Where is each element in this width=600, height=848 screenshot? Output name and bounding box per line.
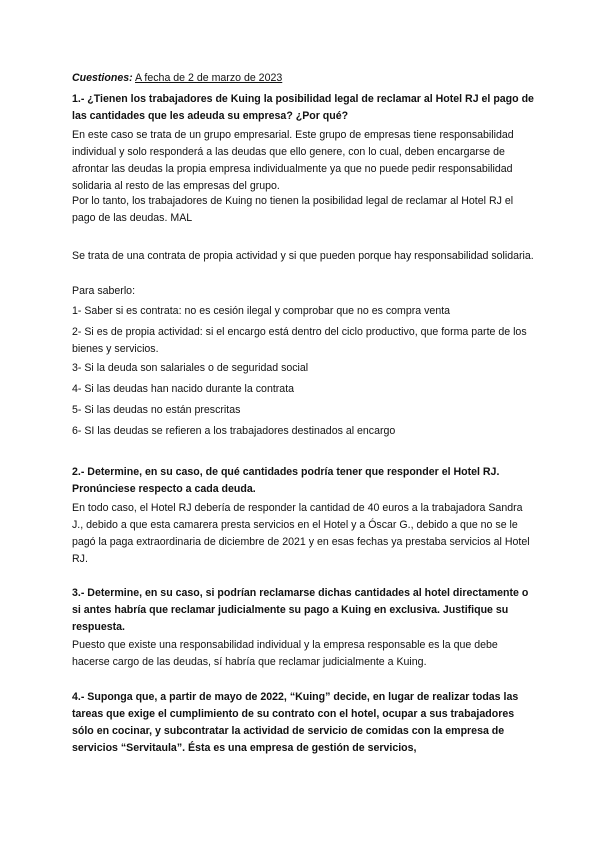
q1-para-saberlo: Para saberlo: [72, 285, 136, 297]
q2-answer-paragraph: En todo caso, el Hotel RJ debería de responder la cantidad de 40 euros a la trabajadora Sandra J., debido a que esta camarera presta servicios en el Hotel y a Óscar G., debido a que no se le pagó la paga extraordinaria de diciembre de 2021 y en esas fechas ya prestaba servicios al Hotel RJ. [72, 502, 530, 565]
q1-correction-paragraph: Se trata de una contrata de propia actividad y si que pueden porque hay responsabilidad solidaria. [72, 250, 534, 262]
q1-list-item-6: 6- SI las deudas se refieren a los trabajadores destinados al encargo [72, 425, 396, 437]
question-2-heading: 2.- Determine, en su caso, de qué cantidades podría tener que responder el Hotel RJ. Pronúnciese respecto a cada deuda. [72, 466, 500, 495]
question-1-heading: 1.- ¿Tienen los trabajadores de Kuing la posibilidad legal de reclamar al Hotel RJ el pago de las cantidades que les adeuda su empresa? ¿Por qué? [72, 93, 534, 122]
q1-list-item-4: 4- Si las deudas han nacido durante la contrata [72, 383, 295, 395]
q1-list-item-3: 3- Si la deuda son salariales o de seguridad social [72, 362, 309, 374]
q1-answer-paragraph-2: Por lo tanto, los trabajadores de Kuing no tienen la posibilidad legal de reclamar al Hotel RJ el pago de las deudas. MAL [72, 195, 514, 224]
q1-list-item-2: 2- Si es de propia actividad: si el encargo está dentro del ciclo productivo, que forma parte de los bienes y servicios. [72, 326, 527, 355]
q1-answer-paragraph-1: En este caso se trata de un grupo empresarial. Este grupo de empresas tiene responsabilidad individual y solo responderá a las deudas que ello genere, con lo cual, deben encargarse de afrontar las deudas la propia empresa individualmente ya que no puede pedir responsabilidad solidaria al resto de las empresas del grupo. [72, 129, 514, 192]
date-line: A fecha de 2 de marzo de 2023 [135, 72, 283, 84]
q1-list-item-5: 5- Si las deudas no están prescritas [72, 404, 241, 416]
question-3-heading: 3.- Determine, en su caso, si podrían reclamarse dichas cantidades al hotel directamente o si antes habría que reclamar judicialmente su pago a Kuing en exclusiva. Justifique su respuesta. [72, 587, 529, 633]
q1-list-item-1: 1- Saber si es contrata: no es cesión ilegal y comprobar que no es compra venta [72, 305, 451, 317]
question-4-heading: 4.- Suponga que, a partir de mayo de 2022, “Kuing” decide, en lugar de realizar todas las tareas que exige el cumplimiento de su contrato con el hotel, ocupar a sus trabajadores sólo en cocinar, y subcontratar la actividad de servicio de comidas con la empresa de servicios “Servitaula”. Ésta es una empresa de gestión de servicios, [72, 691, 519, 754]
header-line [72, 70, 534, 87]
q3-answer-paragraph: Puesto que existe una responsabilidad individual y la empresa responsable es la que debe hacerse cargo de las deudas, sí habría que reclamar judicialmente a Kuing. [72, 639, 498, 668]
cuestiones-label: Cuestiones: [72, 72, 133, 84]
